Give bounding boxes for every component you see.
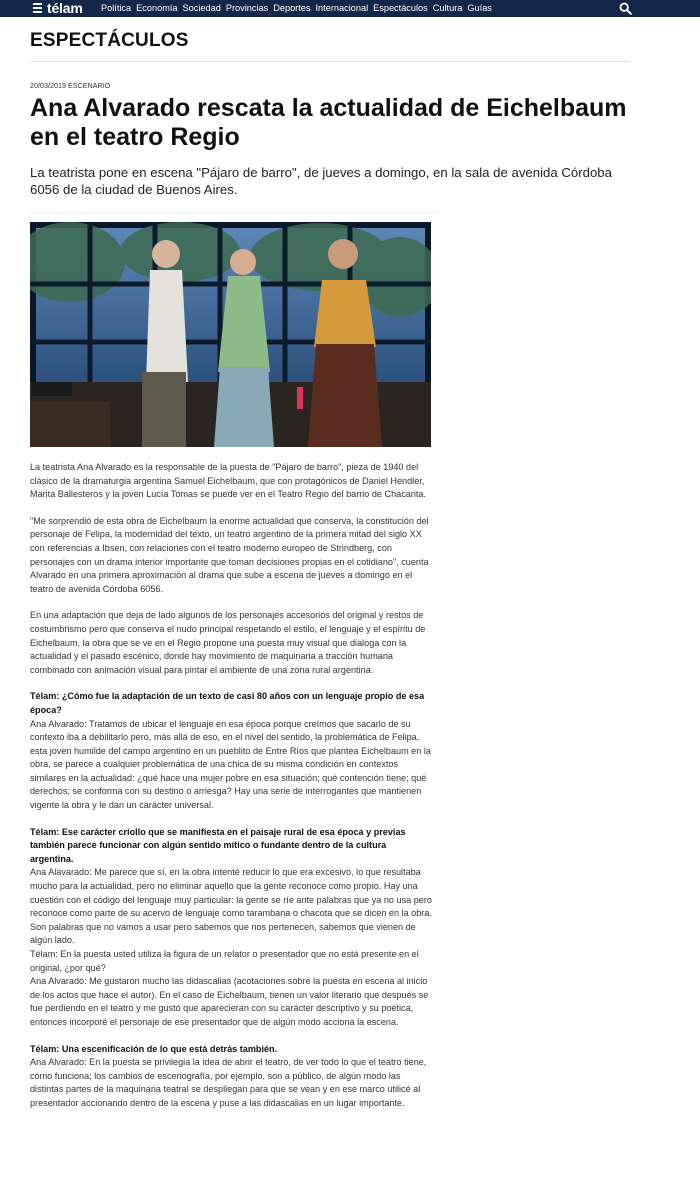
interview-question: Télam: Una escenificación de lo que está detrás también. xyxy=(30,1043,278,1054)
subtitle-divider xyxy=(30,212,437,213)
interview-block xyxy=(30,826,432,1030)
interview-answer: Ana Alvarado: Tratamos de ubicar el lenguaje en esa época porque creímos que sacarlo de su contexto iba a debilitarlo pero, más allá de eso, en el nivel del sentido, la problemática de Felipa, esta joven humilde del campo argentino en un pueblito de Entre Ríos que plantea Eichelbaum en la obra, se parece a cualquier problemática de una chica de su misma condición en contextos similares en la actualidad: ¿qué hace una mujer pobre en esa situación; qué contención tiene; qué derechos; se conforma con su destino o arriesga? Hay una serie de interrogantes que mantienen vigente la obra y le dan un carácter universal. xyxy=(30,718,431,811)
nav-item-deportes[interactable]: Deportes xyxy=(273,3,311,13)
article-meta: 20/03/2019 ESCENARIO xyxy=(30,81,111,90)
site-logo[interactable]: télam xyxy=(47,0,83,16)
interview-block xyxy=(30,1043,432,1111)
interview-block xyxy=(30,690,432,812)
nav-item-sociedad[interactable]: Sociedad xyxy=(182,3,221,13)
nav-item-cultura[interactable]: Cultura xyxy=(432,3,463,13)
article-subtitle: La teatrista pone en escena "Pájaro de barro", de jueves a domingo, en la sala de avenida Córdoba 6056 de la ciudad de Buenos Aires. xyxy=(30,165,612,197)
nav-item-politica[interactable]: Política xyxy=(101,3,132,13)
article-paragraph: En una adaptación que deja de lado algunos de los personajes accesorios del original y restos de costumbrismo pero que conserva el nudo principal respetando el estilo, el lenguaje y el espíritu de Eichelbaum, la obra que se ve en el Regio propone una puesta muy visual que dialoga con la actualidad y el pasado escénico, donde hay movimiento de maquinaria a tracción humana combinado con animación visual para pintar el ambiente de una zona rural argentina. xyxy=(30,610,426,675)
article-body xyxy=(30,461,432,1124)
nav-item-provincias[interactable]: Provincias xyxy=(225,3,269,13)
section-divider xyxy=(30,61,630,62)
article-photo xyxy=(30,222,431,447)
top-navigation-bar xyxy=(0,0,700,17)
nav-item-espectaculos[interactable]: Espectáculos xyxy=(373,3,428,13)
section-title: ESPECTÁCULOS xyxy=(30,30,189,51)
interview-answer: Ana Alavarado: Me parece que sí, en la obra intenté reducir lo que era excesivo, lo que resultaba mucho para la actualidad, pero no eliminar aquello que la gente reconoce como propio. Hay una cuestión con el código del lenguaje muy particular: la gente se ríe ante palabras que ya no usa pero reconoce como parte de su acervo de lenguaje como tarambana o chacota que se dicen en la obra. Son palabras que no vamos a usar pero sabemos que nos pertenecen, sabemos que vienen de algún lado. xyxy=(30,867,432,946)
search-icon[interactable] xyxy=(619,2,632,15)
nav-item-economia[interactable]: Economía xyxy=(136,3,178,13)
nav-item-guias[interactable]: Guías xyxy=(467,3,492,13)
interview-question: Télam: Ese carácter criollo que se manifiesta en el paisaje rural de esa época y previas también parece funcionar con algún sentido mítico o fundante dentro de la cultura argentina. xyxy=(30,826,406,864)
nav-item-internacional[interactable]: Internacional xyxy=(315,3,369,13)
article-headline: Ana Alvarado rescata la actualidad de Eichelbaum en el teatro Regio xyxy=(30,94,627,151)
article-paragraph: La teatrista Ana Alvarado es la responsable de la puesta de "Pájaro de barro", pieza de 1940 del clásico de la dramaturgia argentina Samuel Eichelbaum, que con protagónicos de Daniel Hendler, Marita Ballesteros y la joven Lucía Tomas se puede ver en el Teatro Regio del barrio de Chacarita. xyxy=(30,462,426,500)
interview-answer: Ana Alvarado: En la puesta se privilegia la idea de abrir el teatro, de ver todo lo que el teatro tiene, cómo funciona; los cambios de escenografía, por ejemplo, son a público, de algún modo las distintas partes de la maquinaria teatral se despliegan para que se vean y en ese marco utilicé al presentador accionando dentro de la escena y puse a las didascalias en un lugar importante. xyxy=(30,1057,427,1108)
main-nav xyxy=(101,0,497,17)
article-paragraph: "Me sorprendió de esta obra de Eichelbaum la enorme actualidad que conserva, la constitución del personaje de Felipa, la modernidad del texto, un teatro argentino de la primera mitad del siglo XX con referencias a Ibsen, con relaciones con el teatro moderno europeo de Strindberg, con personajes con un drama interior importante que toman decisiones propias en el cotidiano", cuenta Alvarado en una primera aproximación al drama que sube a escena de jueves a domingo en el teatro de avenida Córdoba 6056. xyxy=(30,515,429,594)
interview-question-plain: Télam: En la puesta usted utiliza la figura de un relator o presentador que no está presente en el original, ¿por qué? xyxy=(30,949,419,973)
interview-question: Télam: ¿Cómo fue la adaptación de un texto de casi 80 años con un lenguaje propio de esa época? xyxy=(30,691,425,715)
menu-icon[interactable] xyxy=(33,3,42,14)
interview-answer: Ana Alvarado: Me gustaron mucho las didascalias (acotaciones sobre la puesta en escena al inicio de los actos que hace el autor). En el caso de Eichelbaum, tienen un valor literario que después se fue perdiendo en el teatro y me gustó que aparecieran con su carácter descriptivo y su poética, entonces incorporé el personaje de ese presentador que de algún modo acciona la escena. xyxy=(30,976,429,1027)
